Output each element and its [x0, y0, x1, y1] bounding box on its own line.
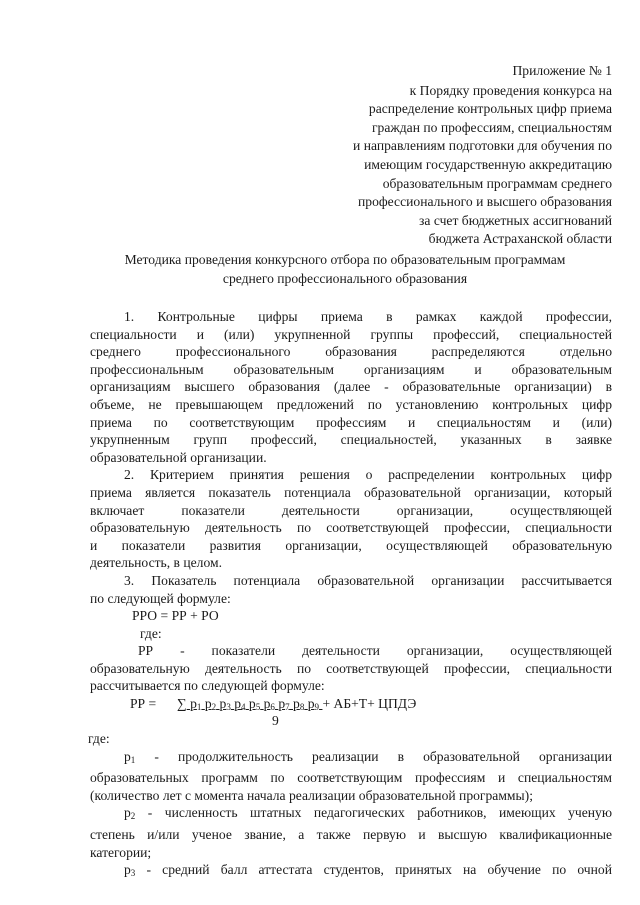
formula-term [293, 696, 304, 711]
appendix-line: профессионального и высшего образования [358, 194, 612, 210]
paragraph-line: профессиональным образовательным организациям и образовательным [90, 361, 612, 377]
definition-text: - продолжительность реализации в образовательной организации [135, 748, 612, 764]
definition-line [90, 861, 612, 883]
formula-numerator [177, 696, 322, 711]
document-title [60, 251, 630, 288]
definition-symbol: p [124, 862, 131, 878]
definition-line: категории; [90, 844, 152, 860]
definition-symbol: p [124, 748, 131, 764]
formula-term [264, 696, 275, 711]
document-body [90, 308, 612, 883]
formula-term [220, 696, 231, 711]
appendix-line: бюджета Астраханской области [428, 231, 612, 247]
term-symbol: p [293, 696, 300, 712]
term-index: 8 [299, 702, 305, 713]
term-index: 1 [196, 702, 202, 713]
paragraph-line: среднего профессионального образования распределяются отдельно [90, 344, 612, 360]
term-symbol: p [263, 696, 271, 712]
paragraph-line: 1. Контрольные цифры приема в рамках каждой профессии, [124, 309, 612, 324]
definition-index: 1 [130, 754, 136, 765]
paragraph-line: 3. Показатель потенциала образовательной организации рассчитывается [124, 572, 612, 588]
formula-term [190, 696, 201, 711]
definition-line: образовательных программ по соответствующим профессиям и специальностям [90, 770, 612, 786]
definition-text: - численность штатных педагогических работников, имеющих ученую [135, 805, 612, 821]
title-line: Методика проведения конкурсного отбора по образовательным программам [124, 252, 566, 267]
appendix-line: за счет бюджетных ассигнований [419, 212, 612, 228]
appendix-header [292, 62, 612, 249]
formula-rpo: РРО = РР + РО [132, 608, 219, 624]
definition-line [90, 748, 612, 770]
definition-text: - средний балл аттестата студентов, принятых на обучение по очной [135, 862, 612, 878]
appendix-line: Приложение № 1 [512, 63, 612, 78]
formula-term [205, 696, 216, 711]
paragraph-line: приема является показатель потенциала образовательной организации, который [90, 484, 612, 500]
paragraph-line: рассчитывается по следующей формуле: [90, 678, 325, 694]
paragraph-line: укрупненным групп профессий, специальностей, указанных в заявке [90, 432, 612, 448]
paragraph-line: образовательную деятельность по соответствующей профессии, специальности [90, 520, 612, 536]
term-symbol: p [307, 696, 315, 712]
term-symbol: p [190, 696, 197, 712]
formula-term [278, 696, 289, 711]
paragraph-line: включает показатели деятельности организации, осуществляющей [90, 502, 612, 518]
formula-term [308, 696, 319, 711]
term-index: 5 [255, 702, 261, 713]
paragraph-line: образовательной организации. [90, 449, 267, 465]
definitions [90, 748, 612, 883]
term-symbol: p [204, 696, 212, 712]
paragraph-line: приема по соответствующим профессиям и специальностям и (или) [90, 414, 612, 430]
paragraph-line: специальности и (или) укрупненной группы профессий, специальностей [90, 326, 612, 342]
formula-term [234, 696, 245, 711]
appendix-line: распределение контрольных цифр приема [368, 101, 612, 117]
definition-index: 3 [130, 868, 136, 879]
paragraph-line: и показатели развития организации, осуществляющей образовательную [90, 537, 612, 553]
term-index: 2 [211, 702, 217, 713]
paragraph-line: образовательную деятельность по соответствующей профессии, специальности [90, 660, 612, 676]
appendix-line: образовательным программам среднего [382, 175, 612, 191]
formula-terms [190, 696, 319, 711]
term-symbol: p [248, 696, 256, 712]
definition-line [90, 804, 612, 826]
term-symbol: p [278, 696, 286, 712]
paragraph-line: деятельность, в целом. [90, 555, 222, 571]
paragraph-line: по следующей формуле: [90, 590, 231, 606]
appendix-line: имеющим государственную аккредитацию [364, 156, 612, 172]
paragraph-line: объеме, не превышающем предложений по установлению контрольных цифр [90, 396, 612, 412]
term-index: 4 [241, 702, 246, 713]
paragraph-line: организациям высшего образования (далее - образовательные организации) в [90, 379, 612, 395]
term-index: 6 [270, 702, 275, 713]
term-index: 9 [314, 702, 320, 713]
paragraph-line: 2. Критерием принятия решения о распределении контрольных цифр [124, 467, 612, 483]
title-line: среднего профессионального образования [222, 270, 468, 286]
sum-symbol: ∑ [177, 696, 187, 712]
appendix-line: и направлениям подготовки для обучения по [353, 138, 612, 154]
paragraph-line: РР - показатели деятельности организации, осуществляющей [138, 643, 612, 659]
appendix-line: к Порядку проведения конкурса на [409, 82, 612, 98]
formula-rp [90, 695, 612, 712]
term-index: 3 [226, 702, 231, 713]
formula-term [249, 696, 260, 711]
definition-line: (количество лет с момента начала реализации образовательной программы); [90, 787, 533, 803]
term-index: 7 [285, 702, 290, 713]
formula-lhs: РР = [130, 696, 157, 712]
definition-index: 2 [130, 811, 136, 822]
definition-symbol: p [124, 805, 131, 821]
where-label: где: [88, 731, 110, 747]
term-symbol: p [219, 696, 227, 712]
appendix-line: граждан по профессиям, специальностям [371, 119, 612, 135]
formula-rest: + АБ+Т+ ЦПДЭ [322, 696, 417, 712]
term-symbol: p [234, 696, 242, 712]
definition-line: степень и/или ученое звание, а также первую и высшую квалификационные [90, 827, 612, 843]
where-label: где: [140, 625, 162, 641]
formula-denominator: 9 [272, 713, 279, 729]
